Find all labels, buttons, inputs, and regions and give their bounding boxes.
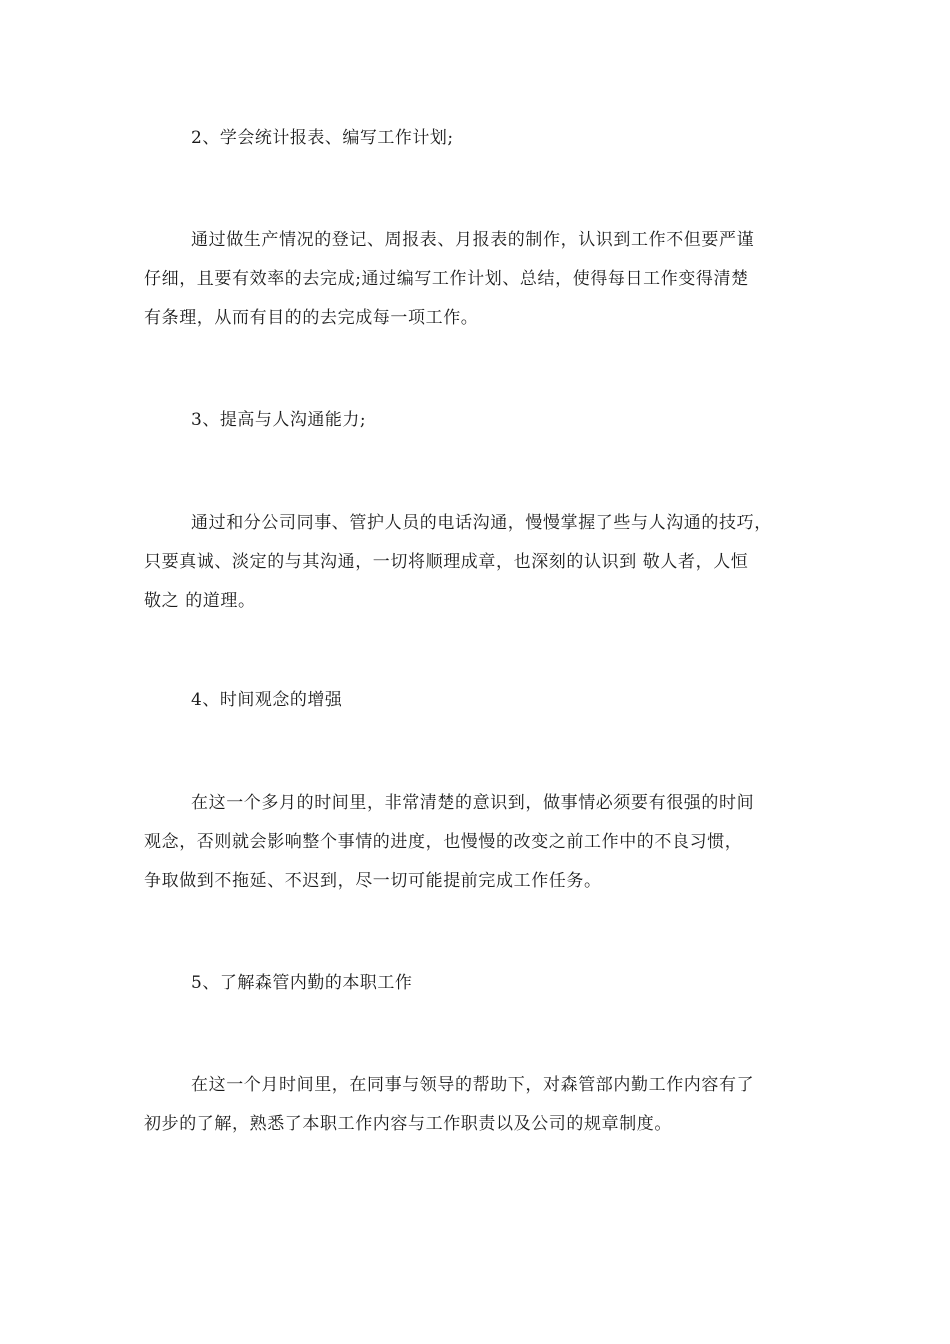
section-paragraph <box>144 1066 810 1144</box>
section-heading: 3、提高与人沟通能力; <box>191 410 367 430</box>
section-paragraph <box>144 221 810 338</box>
section-paragraph <box>144 784 810 901</box>
paragraph-line: 在这一个月时间里，在同事与领导的帮助下，对森管部内勤工作内容有了 <box>191 1075 755 1095</box>
paragraph-line: 通过做生产情况的登记、周报表、月报表的制作，认识到工作不但要严谨 <box>191 230 755 250</box>
paragraph-line: 敬之 的道理。 <box>144 591 256 611</box>
section-heading: 4、时间观念的增强 <box>191 690 343 710</box>
section-heading: 2、学会统计报表、编写工作计划; <box>191 128 454 148</box>
paragraph-line: 通过和分公司同事、管护人员的电话沟通，慢慢掌握了些与人沟通的技巧， <box>191 513 772 533</box>
paragraph-line: 只要真诚、淡定的与其沟通，一切将顺理成章，也深刻的认识到 敬人者，人恒 <box>144 552 749 572</box>
paragraph-line: 争取做到不拖延、不迟到，尽一切可能提前完成工作任务。 <box>144 871 602 891</box>
paragraph-line: 有条理，从而有目的的去完成每一项工作。 <box>144 308 479 328</box>
section-paragraph <box>144 504 810 621</box>
paragraph-line: 观念，否则就会影响整个事情的进度，也慢慢的改变之前工作中的不良习惯， <box>144 832 743 852</box>
section-heading: 5、了解森管内勤的本职工作 <box>191 973 413 993</box>
paragraph-line: 在这一个多月的时间里，非常清楚的意识到，做事情必须要有很强的时间 <box>191 793 755 813</box>
paragraph-line: 初步的了解，熟悉了本职工作内容与工作职责以及公司的规章制度。 <box>144 1114 672 1134</box>
paragraph-line: 仔细，且要有效率的去完成;通过编写工作计划、总结，使得每日工作变得清楚 <box>144 269 749 289</box>
